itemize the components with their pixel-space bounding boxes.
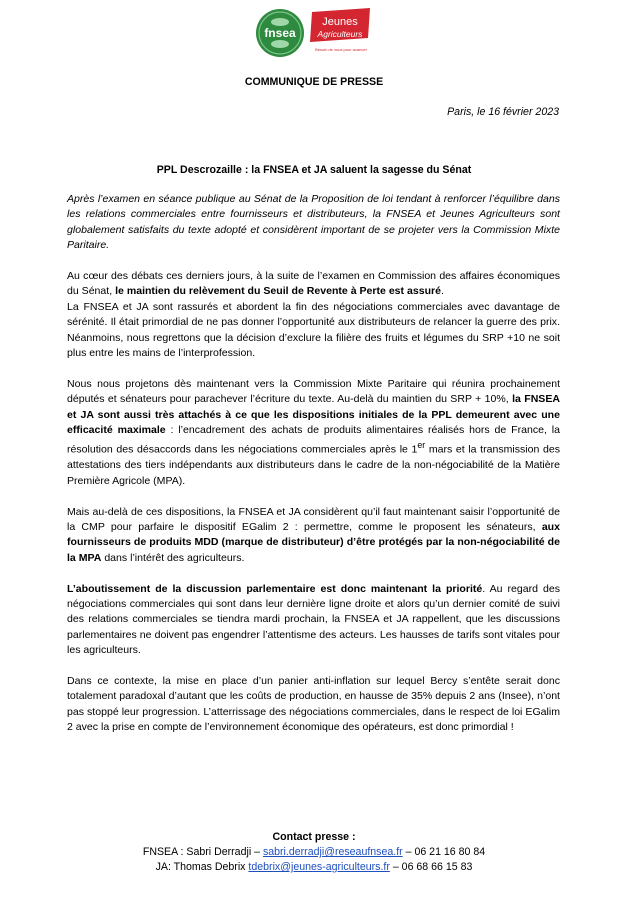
contact-heading: Contact presse : [272,831,356,843]
fnsea-email-link[interactable]: sabri.derradji@reseaufnsea.fr [262,846,403,858]
paragraph-cmp: Nous nous projetons dès maintenant vers la Commission Mixte Paritaire qui réunira prochainement députés et sénateurs pour parachever l’écriture du texte. Au-delà du maintien du SRP + 10%, la FNSEA et JA sont aussi très attachés à ce que les dispositions initiales de la PPL demeurent avec une efficacité maximale : l’encadrement des achats de produits alimentaires réalisés hors de France, la résolution des désaccords dans les négociations commerciales après le 1er mars et la transmission des attestations des tiers indépendants aux distributeurs dans le cadre de la non-négociabilité de la Matière Première Agricole (MPA). [67,377,560,487]
ja-email-link[interactable]: tdebrix@jeunes-agriculteurs.fr [248,861,390,873]
press-contact [0,830,628,875]
paragraph-srp: Au cœur des débats ces derniers jours, à la suite de l’examen en Commission des affaires économiques du Sénat, le maintien du relèvement du Seuil de Revente à Perte est assuré. [67,270,560,298]
press-release-body [67,192,560,736]
subject-title: PPL Descrozaille : la FNSEA et JA saluent la sagesse du Sénat [156,164,472,176]
jeunes-agriculteurs-logo [310,8,372,58]
press-release-title: COMMUNIQUE DE PRESSE [244,76,384,88]
fnsea-logo-text: fnsea [264,26,296,40]
paragraph-reassured: La FNSEA et JA sont rassurés et abordent la fin des négociations commerciales avec davantage de sérénité. Il était primordial de ne pas donner l’opportunité aux distributeurs de relancer la guerre des prix. Néanmoins, nous regrettons que la décision d’exclure la filière des fruits et légumes du SRP +10 ne soit plus entre les mains de l’interprofession. [67,300,560,360]
ja-logo-line2: Agriculteurs [317,29,363,39]
fnsea-logo [255,8,305,58]
paragraph-egalim: Mais au-delà de ces dispositions, la FNSEA et JA considèrent qu’il faut maintenant saisir l’opportunité de la CMP pour parfaire le dispositif EGalim 2 : permettre, comme le proposent les sénateurs, aux fournisseurs de produits MDD (marque de distributeur) d’être protégés par la non-négociabilité de la MPA dans l’intérêt des agriculteurs. [67,505,560,564]
ja-logo-tagline: Besoin de vous pour avancer [315,47,367,52]
contact-ja: JA: Thomas Debrix tdebrix@jeunes-agriculteurs.fr – 06 68 66 15 83 [155,861,473,873]
intro-paragraph: Après l’examen en séance publique au Sénat de la Proposition de loi tendant à renforcer l’équilibre dans les relations commerciales entre fournisseurs et distributeurs, la FNSEA et Jeunes Agriculteurs sont globalement satisfaits du texte adopté et considèrent important de se projeter vers la Commission Mixte Paritaire. [67,193,560,252]
paragraph-priority: L’aboutissement de la discussion parlementaire est donc maintenant la priorité. Au regard des négociations commerciales qui sont dans leur dernière ligne droite et alors qu’un dernier comité de suivi des relations commerciales se tiendra mardi prochain, la FNSEA et JA rappellent, que les discussions parlementaires ne doivent pas engendrer l’attentisme des acteurs. Les hausses de tarifs sont vitales pour les agriculteurs. [67,582,560,657]
ja-logo-line1: Jeunes [322,16,358,28]
paragraph-context: Dans ce contexte, la mise en place d’un panier anti-inflation sur lequel Bercy s’entête serait donc totalement paradoxal d’autant que les coûts de production, en hausse de 35% depuis 2 ans (Insee), n’ont pas stoppé leur progression. L’atterrissage des négociations commerciales, dans le respect de loi EGalim 2 avec la prise en compte de l’environnement économique des opérateurs, est donc primordial ! [67,675,560,734]
date-line: Paris, le 16 février 2023 [447,106,559,118]
contact-fnsea: FNSEA : Sabri Derradji – sabri.derradji@reseaufnsea.fr – 06 21 16 80 84 [142,846,486,858]
